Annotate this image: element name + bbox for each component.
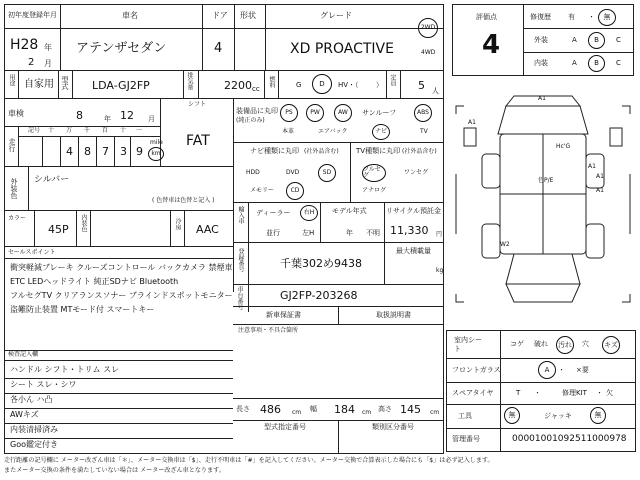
fuel-g: G	[296, 81, 302, 89]
glass-x: ×要	[576, 366, 589, 374]
tv-item: ワンセグ	[404, 169, 429, 176]
door-count: 4	[214, 41, 223, 56]
divider	[278, 70, 279, 98]
divider	[60, 4, 61, 70]
divider	[184, 210, 185, 246]
mileage-col-label: 一	[136, 127, 143, 134]
inspection-year-unit: 年	[104, 115, 111, 123]
divider	[350, 142, 351, 202]
height-value: 145	[400, 403, 421, 416]
fuel-label: 燃料	[268, 76, 275, 88]
divider	[338, 306, 339, 324]
divider	[4, 70, 444, 71]
import-parallel: 並行	[266, 229, 280, 237]
model-year-value: 不明	[366, 229, 380, 237]
shift-label: シフト	[188, 101, 207, 108]
width-value: 184	[334, 403, 355, 416]
note-line: ハンドル シフト・トリム スレ	[10, 365, 120, 374]
divider	[42, 136, 43, 166]
repair-no-circle: 無	[598, 9, 616, 26]
equipment-item: 本革	[282, 128, 295, 135]
tv-item: アナログ	[362, 187, 387, 194]
mileage-digit: 4	[66, 145, 73, 158]
divider	[248, 242, 249, 312]
mileage-col-label: 万	[66, 127, 73, 134]
model-year-label: モデル年式	[332, 207, 367, 215]
navi-item-circle: SD	[318, 164, 336, 182]
mileage-col-label: 千	[84, 127, 91, 134]
divider	[384, 202, 385, 242]
capacity-unit: 人	[432, 87, 439, 95]
divider	[4, 360, 233, 361]
car-diagram	[452, 84, 634, 324]
exterior-note: ( 色替車は色替と記入 )	[152, 197, 215, 204]
divider	[58, 70, 59, 98]
reg-month: 2	[28, 57, 35, 68]
sales-point-line: 衝突軽減ブレーキ クルーズコントロール バックカメラ 禁煙車	[10, 263, 233, 272]
import-left: 左H	[302, 229, 315, 237]
diagram-label: A1	[596, 173, 604, 180]
divider	[183, 70, 184, 98]
mileage-col-label: 記号	[28, 127, 41, 134]
displacement-label: 排気量	[186, 72, 193, 90]
divider	[78, 136, 79, 166]
sales-point-line: フルセグTV クリアランスソナー ブラインドスポットモニター	[10, 291, 233, 300]
divider	[233, 398, 444, 399]
tv-item-circle: フルセグ	[362, 164, 386, 182]
inspector-label: 検査記入欄	[8, 351, 39, 358]
divider	[4, 408, 233, 409]
navi-item-circle: CD	[286, 182, 304, 200]
interior-eval-a: A	[572, 59, 577, 67]
class-label: 類別区分番号	[372, 423, 414, 431]
fuel-close: ）	[376, 81, 383, 89]
capacity-value: 5	[418, 79, 425, 92]
diagram-label: A1	[596, 187, 604, 194]
type-approval-label: 型式指定番号	[264, 423, 306, 431]
length-value: 486	[260, 403, 281, 416]
note-line: AWキズ	[10, 410, 39, 419]
model-value: LDA-GJ2FP	[92, 79, 150, 92]
divider	[523, 52, 634, 53]
color-code-label: カラー	[8, 215, 27, 222]
mileage-col-label: 十	[48, 127, 55, 134]
tools-no-circle: 無	[504, 407, 520, 424]
equipment-item: エアバック	[318, 128, 348, 135]
divider	[523, 28, 634, 29]
divider	[76, 210, 77, 246]
divider	[446, 382, 636, 383]
diagram-label: W2	[500, 241, 510, 248]
grade-label: グレード	[320, 11, 352, 20]
mileage-digit: 9	[136, 145, 143, 158]
spare-item: 修理KIT	[562, 389, 587, 397]
divider	[4, 166, 233, 167]
divider	[18, 136, 160, 137]
reg-era: H28	[10, 37, 39, 53]
right-hand-circle: 右H	[300, 205, 318, 221]
equipment-item-circle: AW	[334, 104, 352, 122]
car-type: 自家用	[24, 79, 54, 90]
mileage-col-label: 百	[102, 127, 109, 134]
seat-item-circle: キズ	[602, 336, 620, 354]
divider	[4, 378, 233, 379]
ac-value: AAC	[196, 223, 219, 236]
height-unit: cm	[430, 409, 440, 416]
footer-line-2: またメーター交換の条件を満たしていない場合は メーター改ざん車となります。	[4, 467, 225, 474]
divider	[233, 284, 444, 285]
divider	[4, 453, 233, 454]
ac-label: 冷房	[174, 218, 181, 230]
repair-label: 修復歴	[530, 13, 551, 21]
shift-value: FAT	[186, 133, 210, 149]
inspection-month: 12	[120, 109, 134, 122]
km-unit-circle: km	[148, 147, 164, 161]
divider	[130, 136, 131, 166]
spare-item: 欠	[606, 389, 613, 397]
sales-point-line: 盗難防止装置 MTモード付 スマートキー	[10, 305, 155, 314]
chassis-label: 車台番号	[236, 286, 243, 310]
divider	[265, 4, 266, 70]
equipment-item-circle: ナビ	[372, 124, 390, 140]
divider	[234, 4, 235, 70]
mileage-col-label: 十	[120, 127, 127, 134]
divider	[198, 70, 199, 98]
note-line: シート スレ・シワ	[10, 380, 77, 389]
spare-label: スペアタイヤ	[452, 389, 494, 397]
divider	[386, 70, 387, 98]
mileage-label: 走行	[8, 138, 16, 152]
capacity-label: 定員	[389, 74, 396, 86]
displacement-value: 2200	[224, 79, 252, 92]
inspection-month-unit: 月	[148, 115, 155, 123]
divider	[264, 70, 265, 98]
jack-no-circle: 無	[590, 407, 606, 424]
spare-item: ・	[596, 389, 603, 397]
divider	[4, 350, 233, 351]
new-car-warranty: 新車保証書	[266, 311, 301, 319]
divider	[18, 70, 19, 98]
height-label: 高さ	[378, 405, 392, 413]
divider	[28, 166, 29, 210]
seat-item: コゲ	[510, 340, 524, 348]
seat-item-circle: 汚れ	[556, 336, 574, 354]
drive-4wd: 4WD	[421, 49, 436, 56]
navi-item: DVD	[286, 169, 300, 176]
navi-title: ナビ種類に丸印	[250, 147, 299, 155]
divider	[446, 428, 636, 429]
length-unit: cm	[292, 409, 302, 416]
divider	[96, 136, 97, 166]
registration-label: 登録番号	[237, 248, 244, 272]
divider	[320, 202, 321, 242]
manual-label: 取扱説明書	[376, 311, 411, 319]
sales-point-line: ETC LEDヘッドライト 純正SDナビ Bluetooth	[10, 277, 179, 286]
glass-a-circle: A	[538, 361, 556, 379]
divider	[446, 404, 636, 405]
first-reg-label: 初年度登録年月	[8, 11, 57, 19]
seat-label: 室内シート	[454, 336, 482, 354]
divider	[202, 4, 203, 70]
equipment-item-circle: PS	[280, 104, 298, 122]
divider	[4, 246, 233, 247]
exterior-eval-label: 外装	[534, 36, 548, 44]
glass-label: フロントガラス	[452, 366, 501, 374]
divider	[446, 358, 636, 359]
exterior-color: シルバー	[34, 175, 70, 185]
divider	[4, 28, 444, 29]
interior-eval-c: C	[616, 59, 621, 67]
mileage-digit: 3	[120, 145, 127, 158]
spare-item: T	[516, 389, 521, 397]
exterior-label: 外装色	[10, 178, 18, 199]
mgmt-label: 管理番号	[452, 435, 480, 443]
max-load-unit: kg	[436, 267, 444, 274]
interior-eval-b-circle: B	[588, 55, 605, 72]
divider	[170, 210, 171, 246]
note-line: Goo鑑定付き	[10, 440, 58, 449]
tv-title: TV種類に丸印	[356, 147, 401, 155]
score-label: 評価点	[476, 13, 497, 21]
navi-note: (社外品含む)	[304, 148, 339, 155]
diagram-label: 色P/E	[538, 177, 554, 184]
divider	[72, 70, 73, 98]
diagram-label: A1	[468, 119, 476, 126]
tools-label: 工具	[458, 412, 472, 420]
mileage-digit: 7	[102, 145, 109, 158]
chassis-value: GJ2FP-203268	[280, 289, 358, 302]
exterior-eval-b-circle: B	[588, 32, 605, 49]
equipment-subtitle: (純正のみ)	[236, 117, 265, 124]
max-load-label: 最大積載量	[396, 247, 431, 255]
divider	[523, 4, 524, 76]
mile-unit: mile	[150, 139, 163, 146]
equipment-item-circle: PW	[306, 104, 324, 122]
footer-line-1: 走行距離の記号欄に メーター改ざん車は「＊」、メーター交換車は「$」、走行不明車は「#」を記入してください。メーター交換で合算表示した場合にも「$」は必ず記入します。	[4, 457, 494, 464]
month-unit: 月	[44, 59, 52, 68]
notes-label: 注意事項・不具合箇所	[238, 327, 299, 334]
navi-item: HDD	[246, 169, 260, 176]
divider	[34, 210, 35, 246]
note-line: 内装清掃済み	[10, 425, 58, 434]
note-line: 各小ん ハ凸	[10, 395, 53, 404]
divider	[114, 136, 115, 166]
glass-sep: ・	[558, 366, 565, 374]
inspection-year: 8	[76, 109, 83, 122]
model-label: 型式	[61, 76, 69, 90]
divider	[338, 420, 339, 454]
divider	[4, 258, 233, 259]
length-label: 長さ	[236, 405, 250, 413]
divider	[233, 242, 444, 243]
equipment-title: 装備品に丸印	[236, 107, 278, 115]
name-label: 車名	[122, 11, 138, 20]
shape-label: 形状	[240, 11, 256, 20]
divider	[233, 202, 444, 203]
divider	[384, 242, 385, 284]
divider	[4, 438, 233, 439]
sales-points-label: セールスポイント	[8, 249, 56, 256]
recycle-unit: 円	[436, 231, 443, 238]
import-label: 輸入車	[237, 206, 244, 224]
recycle-label: リサイクル預託金	[386, 207, 442, 215]
fuel-d-circle: D	[312, 74, 332, 94]
color-code: 45P	[48, 223, 69, 236]
seat-item: 破れ	[534, 340, 548, 348]
navi-item: メモリー	[250, 187, 275, 194]
interior-color-label: 内装色	[80, 214, 87, 232]
drive-2wd-circle: 2WD	[418, 18, 438, 38]
mileage-digit: 8	[84, 145, 91, 158]
exterior-eval-a: A	[572, 36, 577, 44]
width-unit: cm	[362, 409, 372, 416]
grade-value: XD PROACTIVE	[290, 41, 394, 57]
mgmt-number: 0000100109251100097​8	[512, 434, 627, 444]
door-label: ドア	[212, 11, 228, 20]
tv-note: (社外品含む)	[402, 148, 437, 155]
fuel-hv: HV・（	[338, 81, 359, 89]
equipment-item-circle: ABS	[414, 104, 432, 122]
model-year-unit: 年	[346, 229, 353, 237]
repair-dot: ・	[588, 13, 595, 21]
import-dealer: ディーラー	[256, 209, 291, 217]
divider	[248, 202, 249, 242]
divider	[60, 136, 61, 166]
divider	[4, 393, 233, 394]
divider	[233, 142, 444, 143]
inspection-label: 車検	[8, 109, 24, 118]
year-unit: 年	[44, 43, 52, 52]
recycle-value: 11,330	[390, 224, 429, 237]
seat-item: 穴	[582, 340, 589, 348]
registration-number: 千葉302め9438	[280, 257, 362, 270]
use-label: 用途	[8, 74, 15, 86]
interior-eval-label: 内装	[534, 59, 548, 67]
jack-label: ジャッキ	[544, 412, 572, 420]
repair-yes: 有	[568, 13, 575, 21]
divider	[90, 210, 91, 246]
divider	[500, 330, 501, 452]
divider	[18, 126, 19, 166]
divider	[4, 210, 233, 211]
car-name: アテンザセダン	[76, 41, 167, 56]
width-label: 幅	[310, 405, 317, 413]
divider	[233, 324, 444, 325]
divider	[4, 98, 444, 99]
displacement-unit: cc	[252, 85, 260, 93]
spare-item: ・	[534, 389, 541, 397]
diagram-label: Hc'G	[556, 143, 571, 150]
diagram-label: A1	[538, 95, 546, 102]
divider	[233, 98, 234, 292]
equipment-item: TV	[420, 128, 428, 135]
score-value: 4	[482, 30, 501, 60]
divider	[4, 423, 233, 424]
equipment-item: サンルーフ	[362, 109, 397, 117]
divider	[400, 70, 401, 98]
exterior-eval-c: C	[616, 36, 621, 44]
diagram-label: A1	[588, 163, 596, 170]
